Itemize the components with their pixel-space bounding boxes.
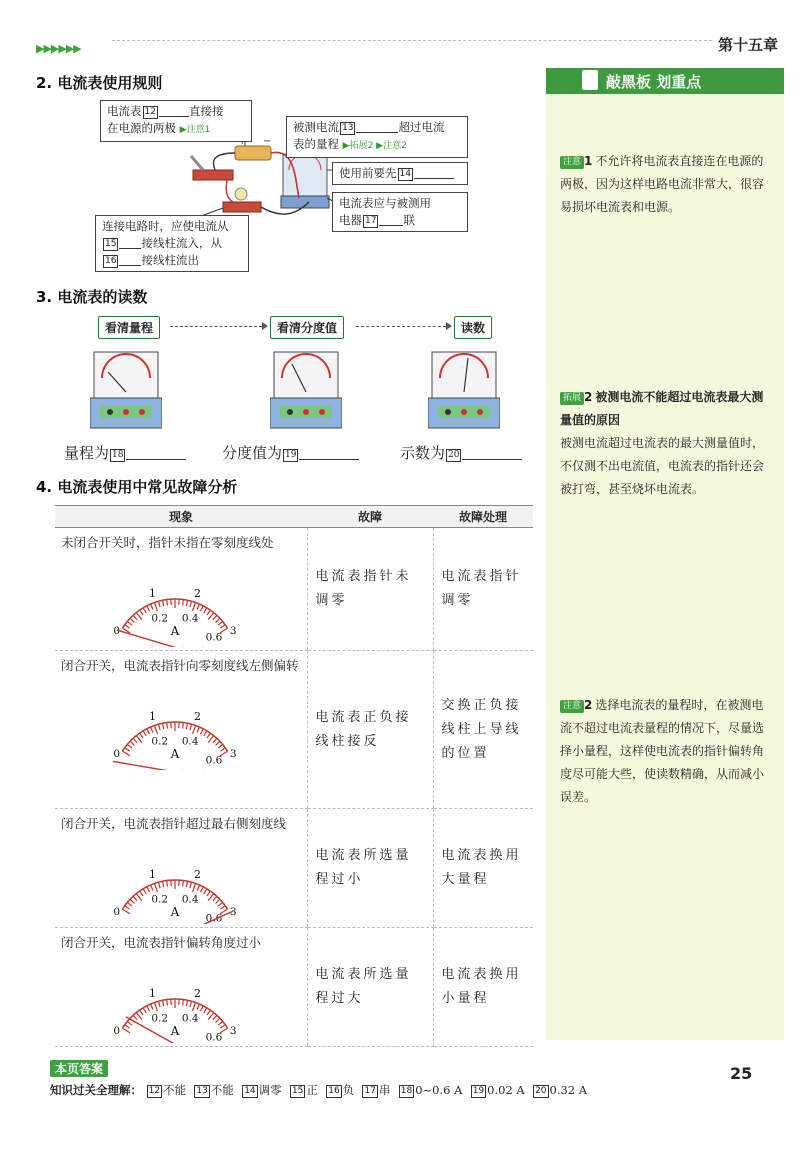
header-rule [112, 40, 712, 41]
fault-text: 电流表正负接线柱接反 [315, 709, 412, 749]
fault-text: 电流表所选量程过小 [315, 848, 412, 887]
dial-scale-label: 0.4 [181, 893, 199, 906]
dial-tick [158, 882, 160, 888]
dial-tick [207, 610, 210, 615]
dial-tick [193, 883, 196, 891]
flow-step-range: 看清量程 [98, 316, 160, 339]
dial-top-label: 2 [194, 986, 202, 1000]
dial-tick [133, 896, 137, 900]
note-tag: 注意 [560, 700, 584, 713]
dial-figure-3 [55, 834, 295, 924]
flow-arrow-1 [170, 326, 262, 327]
table-row [55, 651, 533, 809]
dial-tick [133, 1015, 137, 1019]
reading-range: 量程为 18 [64, 442, 186, 463]
dial-scale-label: 0.4 [181, 612, 199, 625]
ammeter-picture-2 [270, 348, 342, 432]
rule-box-c: 使用前要先 14 [332, 162, 468, 185]
dial-tick [216, 618, 220, 622]
dial-top-label: 1 [148, 986, 156, 1000]
dial-tick [186, 723, 187, 729]
dial-tick [127, 744, 132, 748]
fix-text: 交换正负接线柱上导线的位置 [441, 697, 522, 761]
note-tag: 注意 [560, 156, 584, 169]
dial-tick [136, 894, 142, 901]
dial-tick [197, 604, 199, 610]
dial-top-label: 2 [194, 586, 202, 600]
dial-tick [154, 725, 157, 733]
ammeter-picture-3 [428, 348, 500, 432]
dial-tick [220, 748, 225, 752]
chapter-title: 第十五章 [718, 36, 779, 54]
dial-tick [216, 1018, 220, 1022]
reading-division: 分度值为 19 [222, 442, 359, 463]
dial-end-label: 3 [229, 906, 237, 919]
dial-tick [122, 1028, 130, 1033]
dial-tick [140, 891, 143, 896]
dial-tick [218, 744, 223, 748]
dial-tick [125, 906, 130, 910]
dial-tick [130, 741, 134, 745]
dial-needle [113, 761, 187, 770]
dial-tick [151, 727, 153, 733]
dial-tick [208, 613, 214, 620]
dial-end-label: 3 [229, 625, 237, 638]
phenomenon-text: 未闭合开关时，指针未指在零刻度线处 [61, 535, 274, 550]
dial-figure-2 [55, 676, 295, 770]
dial-tick [125, 625, 130, 629]
dial-end-label: 3 [229, 1025, 237, 1038]
dial-tick [147, 729, 150, 734]
fix-text: 电流表指针调零 [441, 569, 522, 608]
dial-tick [140, 610, 143, 615]
dial-tick [190, 724, 192, 730]
dial-tick [208, 894, 214, 901]
flow-step-division: 看清分度值 [270, 316, 344, 339]
dial-tick [200, 1006, 203, 1011]
dial-tick [163, 1000, 164, 1006]
rule-box-a: 电流表 12 直接接 在电源的两极 ▶注意1 [100, 100, 252, 142]
dial-tick [183, 881, 184, 887]
dial-scale-label: 0.4 [181, 735, 199, 748]
dial-tick [167, 881, 168, 887]
table-header-fault: 故障 [307, 506, 433, 528]
dial-tick [130, 899, 134, 903]
fault-text: 电流表所选量程过大 [315, 967, 412, 1006]
dial-tick [143, 731, 146, 736]
answers-label: 本页答案 [50, 1060, 108, 1077]
dial-tick [220, 1025, 225, 1029]
dial-scale-label: 0 [113, 625, 121, 638]
section2-title: 2. 电流表使用规则 [36, 74, 163, 92]
dial-tick [183, 723, 184, 729]
page-number: 25 [730, 1064, 753, 1083]
table-row [55, 809, 533, 928]
dial-tick [218, 621, 223, 625]
sidebar-header [546, 68, 784, 94]
svg-text:−: − [263, 136, 272, 147]
reading-value: 示数为 20 [400, 442, 522, 463]
dial-tick [167, 1000, 168, 1006]
table-header-phenomenon: 现象 [55, 506, 307, 528]
dial-tick [163, 723, 164, 729]
dial-tick [151, 885, 153, 891]
dial-tick [200, 729, 203, 734]
dial-tick [136, 1013, 142, 1020]
dial-tick [133, 615, 137, 619]
dial-tick [143, 889, 146, 894]
dial-tick [197, 1004, 199, 1010]
dial-tick [204, 608, 207, 613]
table-row [55, 528, 533, 651]
rule-box-b: 被测电流 13 超过电流 表的量程 ▶拓展2 ▶注意2 [286, 116, 468, 158]
dial-tick [163, 881, 164, 887]
dial-scale-label: 0.4 [181, 1012, 199, 1025]
dial-tick [151, 604, 153, 610]
dial-tick [154, 602, 157, 610]
dial-tick [204, 1008, 207, 1013]
section3-title: 3. 电流表的读数 [36, 288, 148, 306]
dial-tick [208, 1013, 214, 1020]
dial-tick [125, 1025, 130, 1029]
dial-tick [122, 909, 130, 914]
phenomenon-text: 闭合开关，电流表指针偏转角度过小 [61, 935, 262, 950]
dial-tick [216, 741, 220, 745]
dial-tick [220, 906, 225, 910]
dial-top-label: 1 [148, 867, 156, 881]
fix-text: 电流表换用小量程 [441, 967, 522, 1006]
dial-tick [183, 600, 184, 606]
dial-top-label: 1 [148, 586, 156, 600]
note-tag: 拓展 [560, 392, 584, 405]
dial-tick [127, 902, 132, 906]
dial-tick [133, 738, 137, 742]
dial-scale-label: 0.6 [205, 754, 223, 767]
dial-tick [220, 625, 225, 629]
dial-tick [193, 1002, 196, 1010]
dial-tick [213, 738, 217, 742]
dial-tick [218, 1021, 223, 1025]
blackboard-icon [582, 70, 598, 90]
dial-unit: A [170, 747, 180, 761]
flow-step-read: 读数 [454, 316, 492, 339]
dial-top-label: 1 [148, 709, 156, 723]
dial-tick [183, 1000, 184, 1006]
dial-tick [218, 902, 223, 906]
dial-unit: A [170, 905, 180, 919]
dial-tick [125, 748, 130, 752]
ammeter-picture-1 [90, 348, 162, 432]
fault-table [55, 505, 533, 1047]
dial-tick [190, 601, 192, 607]
dial-tick [158, 724, 160, 730]
dial-tick [213, 896, 217, 900]
dial-tick [143, 1008, 146, 1013]
dial-scale-label: 0 [113, 906, 121, 919]
dial-top-label: 2 [194, 709, 202, 723]
dial-tick [143, 608, 146, 613]
header-arrow-dots: ▶▶▶▶▶▶ [36, 42, 81, 55]
dial-tick [154, 883, 157, 891]
dial-tick [136, 613, 142, 620]
dial-tick [213, 615, 217, 619]
dial-tick [147, 1006, 150, 1011]
dial-tick [186, 600, 187, 606]
dial-tick [207, 733, 210, 738]
dial-tick [122, 751, 130, 756]
rule-box-d: 电流表应与被测用 电器 17 联 [332, 192, 468, 232]
dial-tick [158, 1001, 160, 1007]
dial-tick [186, 881, 187, 887]
dial-tick [136, 736, 142, 743]
dial-scale-label: 0.6 [205, 631, 223, 644]
dial-tick [163, 600, 164, 606]
section4-title: 4. 电流表使用中常见故障分析 [36, 478, 238, 496]
fault-text: 电流表指针未调零 [315, 569, 412, 608]
dial-tick [200, 887, 203, 892]
sidebar-note-3: 注意 2 选择电流表的量程时，在被测电流不超过电流表量程的情况下，尽量选择小量程，这样使电流表的指针偏转角度尽可能大些，使读数精确，从而减小误差。 [560, 698, 765, 804]
dial-scale-label: 0.2 [151, 735, 169, 748]
dial-tick [193, 725, 196, 733]
dial-tick [193, 602, 196, 610]
dial-tick [127, 621, 132, 625]
dial-scale-label: 0 [113, 748, 121, 761]
dial-tick [147, 606, 150, 611]
dial-figure-1 [55, 553, 295, 647]
dial-tick [197, 727, 199, 733]
sidebar-note-1: 注意 1 不允许将电流表直接连在电源的两极，因为这样电路电流非常大，很容易损坏电流表和电源。 [560, 154, 765, 214]
sidebar-note-2: 拓展 2 被测电流不能超过电流表最大测量值的原因 被测电流超过电流表的最大测量值时，不仅测不出电流值，电流表的指针还会被打弯，甚至烧坏电流表。 [560, 390, 765, 496]
phenomenon-text: 闭合开关，电流表指针向零刻度线左侧偏转 [61, 658, 299, 673]
phenomenon-text: 闭合开关，电流表指针超过最右侧刻度线 [61, 816, 287, 831]
fix-text: 电流表换用大量程 [441, 848, 522, 887]
dial-tick [151, 1004, 153, 1010]
dial-tick [167, 600, 168, 606]
flow-arrowhead-1 [262, 322, 268, 330]
dial-unit: A [170, 1024, 180, 1038]
dial-tick [186, 1000, 187, 1006]
flow-arrow-2 [356, 326, 446, 327]
dial-tick [204, 731, 207, 736]
dial-tick [158, 601, 160, 607]
dial-tick [140, 733, 143, 738]
dial-tick [154, 1002, 157, 1010]
dial-tick [130, 618, 134, 622]
dial-tick [207, 891, 210, 896]
dial-tick [208, 736, 214, 743]
dial-end-label: 3 [229, 748, 237, 761]
dial-scale-label: 0.2 [151, 612, 169, 625]
dial-tick [127, 1021, 132, 1025]
dial-tick [167, 723, 168, 729]
dial-tick [190, 1001, 192, 1007]
dial-unit: A [170, 624, 180, 638]
dial-tick [197, 885, 199, 891]
dial-scale-label: 0 [113, 1025, 121, 1038]
dial-scale-label: 0.6 [205, 912, 223, 924]
dial-scale-label: 0.2 [151, 1012, 169, 1025]
dial-tick [216, 899, 220, 903]
dial-tick [200, 606, 203, 611]
dial-tick [204, 889, 207, 894]
sidebar-title: 敲黑板 划重点 [606, 73, 702, 91]
flow-arrowhead-2 [446, 322, 452, 330]
answers-line: 知识过关全理解： 12 不能 13 不能 14 调零 15 正 16 负 17 串 18 0~0.6 A 19 0.02 A 20 0.32 A [50, 1083, 588, 1097]
table-header-fix: 故障处理 [433, 506, 533, 528]
dial-tick [147, 887, 150, 892]
dial-tick [207, 1010, 210, 1015]
dial-scale-label: 0.6 [205, 1031, 223, 1043]
dial-figure-4 [55, 953, 295, 1043]
dial-tick [140, 1010, 143, 1015]
dial-top-label: 2 [194, 867, 202, 881]
dial-scale-label: 0.2 [151, 893, 169, 906]
rule-box-e: 连接电路时，应使电流从 15 接线柱流入，从 16 接线柱流出 [95, 215, 249, 272]
dial-tick [213, 1015, 217, 1019]
table-row [55, 928, 533, 1047]
dial-tick [190, 882, 192, 888]
